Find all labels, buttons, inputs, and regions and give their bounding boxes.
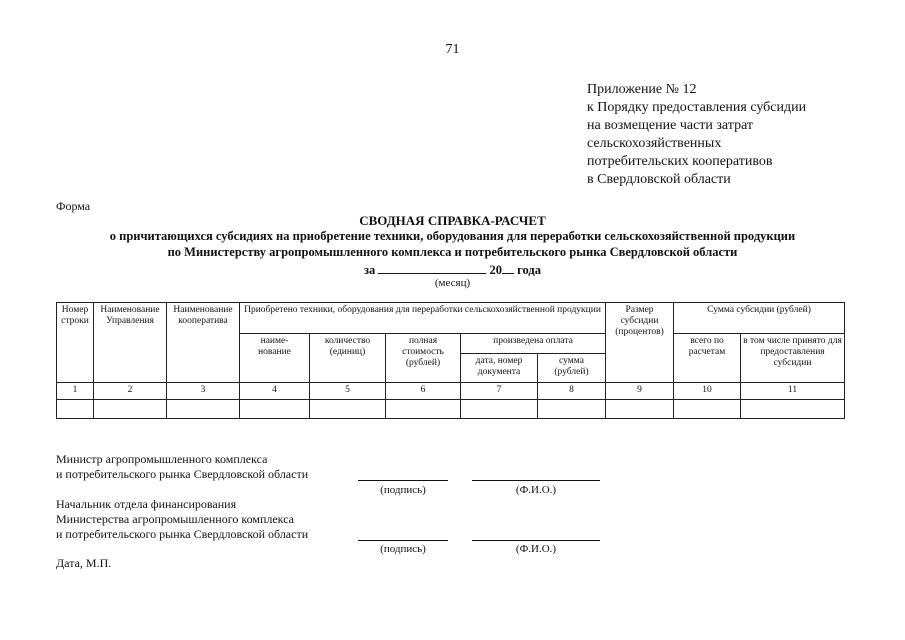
appendix-line: к Порядку предоставления субсидии	[587, 100, 807, 115]
head-title-line: и потребительского рынка Свердловской области	[56, 527, 309, 541]
period-prefix: за	[364, 263, 376, 277]
head-fio-line	[472, 540, 600, 541]
column-number: 9	[606, 383, 674, 400]
minister-signature-caption: (подпись)	[380, 484, 426, 496]
column-number: 11	[741, 383, 845, 400]
year-blank	[502, 261, 514, 274]
appendix-line: на возмещение части затрат	[587, 118, 754, 133]
header-quantity: количество (единиц)	[310, 334, 386, 383]
minister-title-line: и потребительского рынка Свердловской области	[56, 467, 309, 481]
head-title-line: Начальник отдела финансирования	[56, 497, 237, 511]
page-number: 71	[445, 42, 460, 57]
header-row-number: Номер строки	[57, 303, 94, 383]
table-cell	[461, 400, 538, 419]
header-cooperative: Наименование кооператива	[167, 303, 240, 383]
appendix-line: в Свердловской области	[587, 172, 731, 187]
column-number: 7	[461, 383, 538, 400]
date-stamp: Дата, М.П.	[56, 556, 112, 570]
column-number: 8	[538, 383, 606, 400]
header-subsidy-amount-group: Сумма субсидии (рублей)	[674, 303, 845, 334]
table-cell	[741, 400, 845, 419]
year-prefix: 20	[489, 263, 503, 277]
document-subtitle: о причитающихся субсидиях на приобретение техники, оборудования для переработки сельскохозяйственной продукции	[109, 229, 796, 243]
header-total-calc: всего по расчетам	[674, 334, 741, 383]
table-cell	[310, 400, 386, 419]
head-fio-caption: (Ф.И.О.)	[515, 543, 557, 555]
table-cell	[57, 400, 94, 419]
month-blank	[378, 261, 486, 274]
table-row	[57, 400, 845, 419]
column-number: 10	[674, 383, 741, 400]
appendix-block	[587, 81, 806, 189]
header-payment-doc: дата, номер документа	[461, 354, 538, 383]
minister-fio-line	[472, 480, 600, 481]
document-subtitle-ministry: по Министерству агропромышленного комплекса и потребительского рынка Свердловской области	[167, 245, 738, 259]
table-cell	[240, 400, 310, 419]
table-cell	[674, 400, 741, 419]
form-label: Форма	[56, 199, 91, 213]
head-title	[56, 497, 308, 542]
table-cell	[606, 400, 674, 419]
period-suffix: года	[517, 263, 541, 277]
head-signature-caption: (подпись)	[380, 543, 426, 555]
column-number: 3	[167, 383, 240, 400]
header-purchased-group: Приобретено техники, оборудования для переработки сельскохозяйственной продукции	[240, 303, 606, 334]
head-signature-line	[358, 540, 448, 541]
minister-fio-caption: (Ф.И.О.)	[515, 484, 557, 496]
appendix-line: потребительских кооперативов	[587, 154, 773, 169]
header-subsidy-size: Размер субсидии (процентов)	[606, 303, 674, 383]
header-accepted: в том числе принято для предоставления субсидии	[741, 334, 845, 383]
minister-title	[56, 452, 308, 482]
table-cell	[167, 400, 240, 419]
head-title-line: Министерства агропромышленного комплекса	[56, 512, 295, 526]
appendix-line: Приложение № 12	[587, 82, 697, 97]
header-department: Наименование Управления	[94, 303, 167, 383]
minister-title-line: Министр агропромышленного комплекса	[56, 452, 268, 466]
column-number: 1	[57, 383, 94, 400]
column-number: 2	[94, 383, 167, 400]
column-number: 4	[240, 383, 310, 400]
month-caption: (месяц)	[434, 277, 471, 289]
table-cell	[538, 400, 606, 419]
minister-signature-line	[358, 480, 448, 481]
column-number: 6	[386, 383, 461, 400]
header-payment-sum: сумма (рублей)	[538, 354, 606, 383]
document-title: СВОДНАЯ СПРАВКА-РАСЧЕТ	[359, 213, 546, 228]
period-line	[0, 261, 905, 278]
header-full-cost: полная стоимость (рублей)	[386, 334, 461, 383]
table-cell	[386, 400, 461, 419]
header-payment-group: произведена оплата	[461, 334, 606, 354]
subsidy-table	[56, 302, 845, 419]
appendix-line: сельскохозяйственных	[587, 136, 722, 151]
header-item-name: наиме-нование	[240, 334, 310, 383]
column-number: 5	[310, 383, 386, 400]
table-cell	[94, 400, 167, 419]
